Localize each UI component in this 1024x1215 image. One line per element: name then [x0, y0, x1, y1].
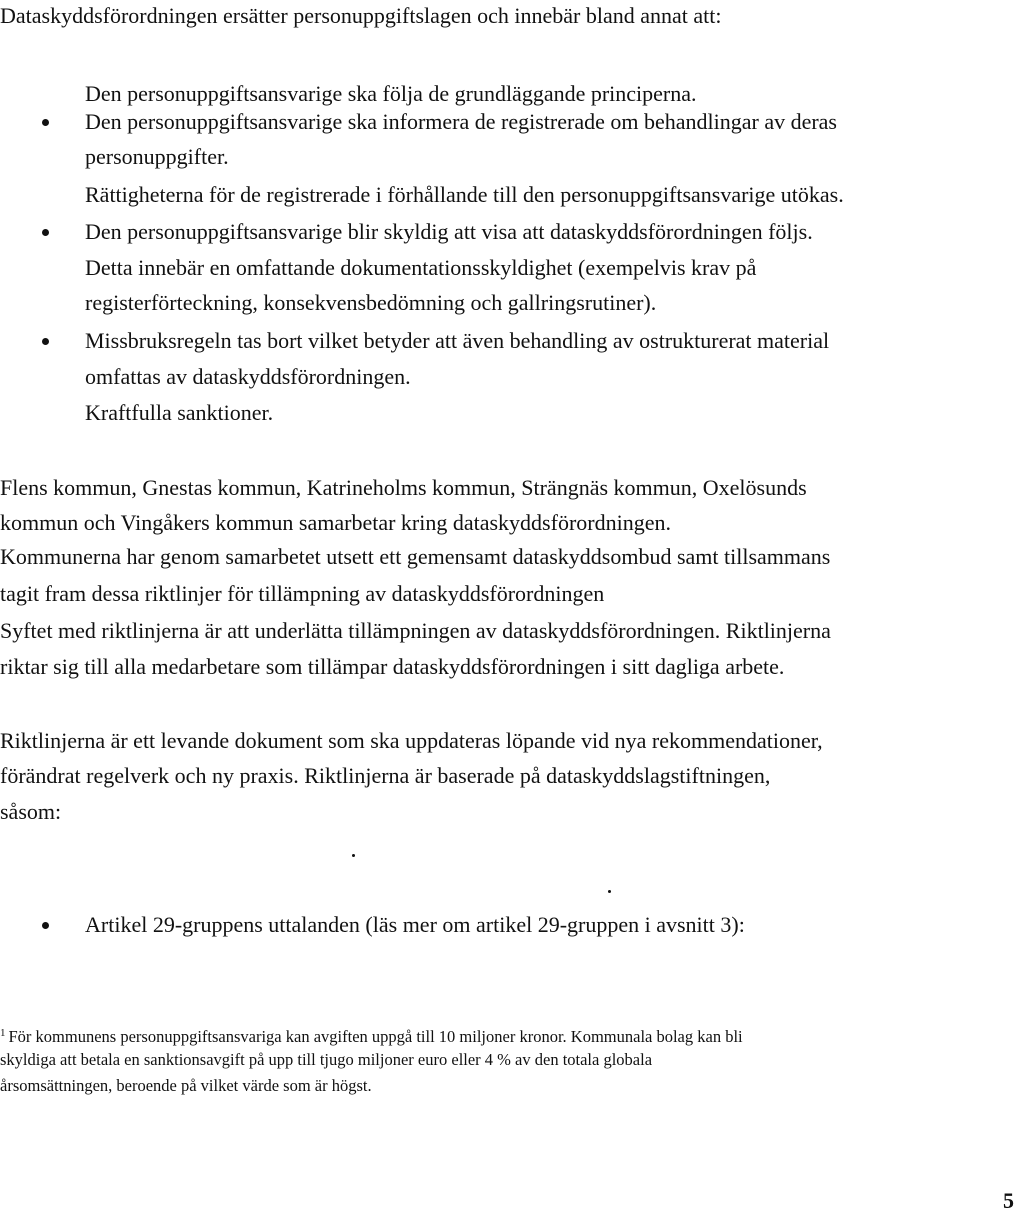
- list-item-continuation: personuppgifter.: [85, 144, 229, 169]
- page-number: 5: [1003, 1188, 1014, 1213]
- footnote-line: årsomsättningen, beroende på vilket värde som är högst.: [0, 1076, 372, 1095]
- paragraph-line: Syftet med riktlinjerna är att underlätta tillämpningen av dataskyddsförordningen. Riktlinjerna: [0, 618, 831, 643]
- list-item: Artikel 29-gruppens uttalanden (läs mer om artikel 29-gruppen i avsnitt 3):: [85, 912, 745, 937]
- list-item: Den personuppgiftsansvarige ska följa de grundläggande principerna.: [85, 81, 697, 106]
- footnote-line: [0, 1022, 743, 1048]
- list-item: Missbruksregeln tas bort vilket betyder att även behandling av ostrukturerat material: [85, 328, 830, 353]
- list-item-continuation: Detta innebär en omfattande dokumentationsskyldighet (exempelvis krav på: [85, 255, 757, 280]
- paragraph-line: såsom:: [0, 799, 62, 824]
- list-item-continuation: omfattas av dataskyddsförordningen.: [85, 364, 411, 389]
- paragraph-line: tagit fram dessa riktlinjer för tillämpning av dataskyddsförordningen: [0, 581, 605, 606]
- list-item: Rättigheterna för de registrerade i förhållande till den personuppgiftsansvarige utökas.: [85, 182, 844, 207]
- list-item: Den personuppgiftsansvarige ska informera de registrerade om behandlingar av deras: [85, 109, 837, 134]
- bullet-icon: [42, 338, 49, 345]
- intro-text: Dataskyddsförordningen ersätter personuppgiftslagen och innebär bland annat att:: [0, 3, 722, 28]
- list-item-continuation: registerförteckning, konsekvensbedömning och gallringsrutiner).: [85, 290, 657, 315]
- stray-dot-mark: [352, 854, 355, 857]
- bullet-icon: [42, 922, 49, 929]
- paragraph-line: förändrat regelverk och ny praxis. Riktlinjerna är baserade på dataskyddslagstiftningen,: [0, 763, 771, 788]
- list-item: Kraftfulla sanktioner.: [85, 400, 274, 425]
- paragraph-line: Riktlinjerna är ett levande dokument som ska uppdateras löpande vid nya rekommendationer,: [0, 728, 823, 753]
- paragraph-line: Flens kommun, Gnestas kommun, Katrineholms kommun, Strängnäs kommun, Oxelösunds: [0, 475, 807, 500]
- paragraph-line: kommun och Vingåkers kommun samarbetar kring dataskyddsförordningen.: [0, 510, 671, 535]
- footnote-marker: 1: [0, 1027, 6, 1039]
- footnote-line: skyldiga att betala en sanktionsavgift på upp till tjugo miljoner euro eller 4 % av den totala globala: [0, 1050, 653, 1069]
- bullet-icon: [42, 229, 49, 236]
- stray-dot-mark: [608, 890, 611, 893]
- paragraph-line: riktar sig till alla medarbetare som tillämpar dataskyddsförordningen i sitt dagliga arbete.: [0, 654, 785, 679]
- paragraph-line: Kommunerna har genom samarbetet utsett ett gemensamt dataskyddsombud samt tillsammans: [0, 544, 831, 569]
- bullet-icon: [42, 119, 49, 126]
- list-item: Den personuppgiftsansvarige blir skyldig att visa att dataskyddsförordningen följs.: [85, 219, 813, 244]
- footnote-text: För kommunens personuppgiftsansvariga kan avgiften uppgå till 10 miljoner kronor. Kommunala bolag kan bli: [8, 1027, 743, 1046]
